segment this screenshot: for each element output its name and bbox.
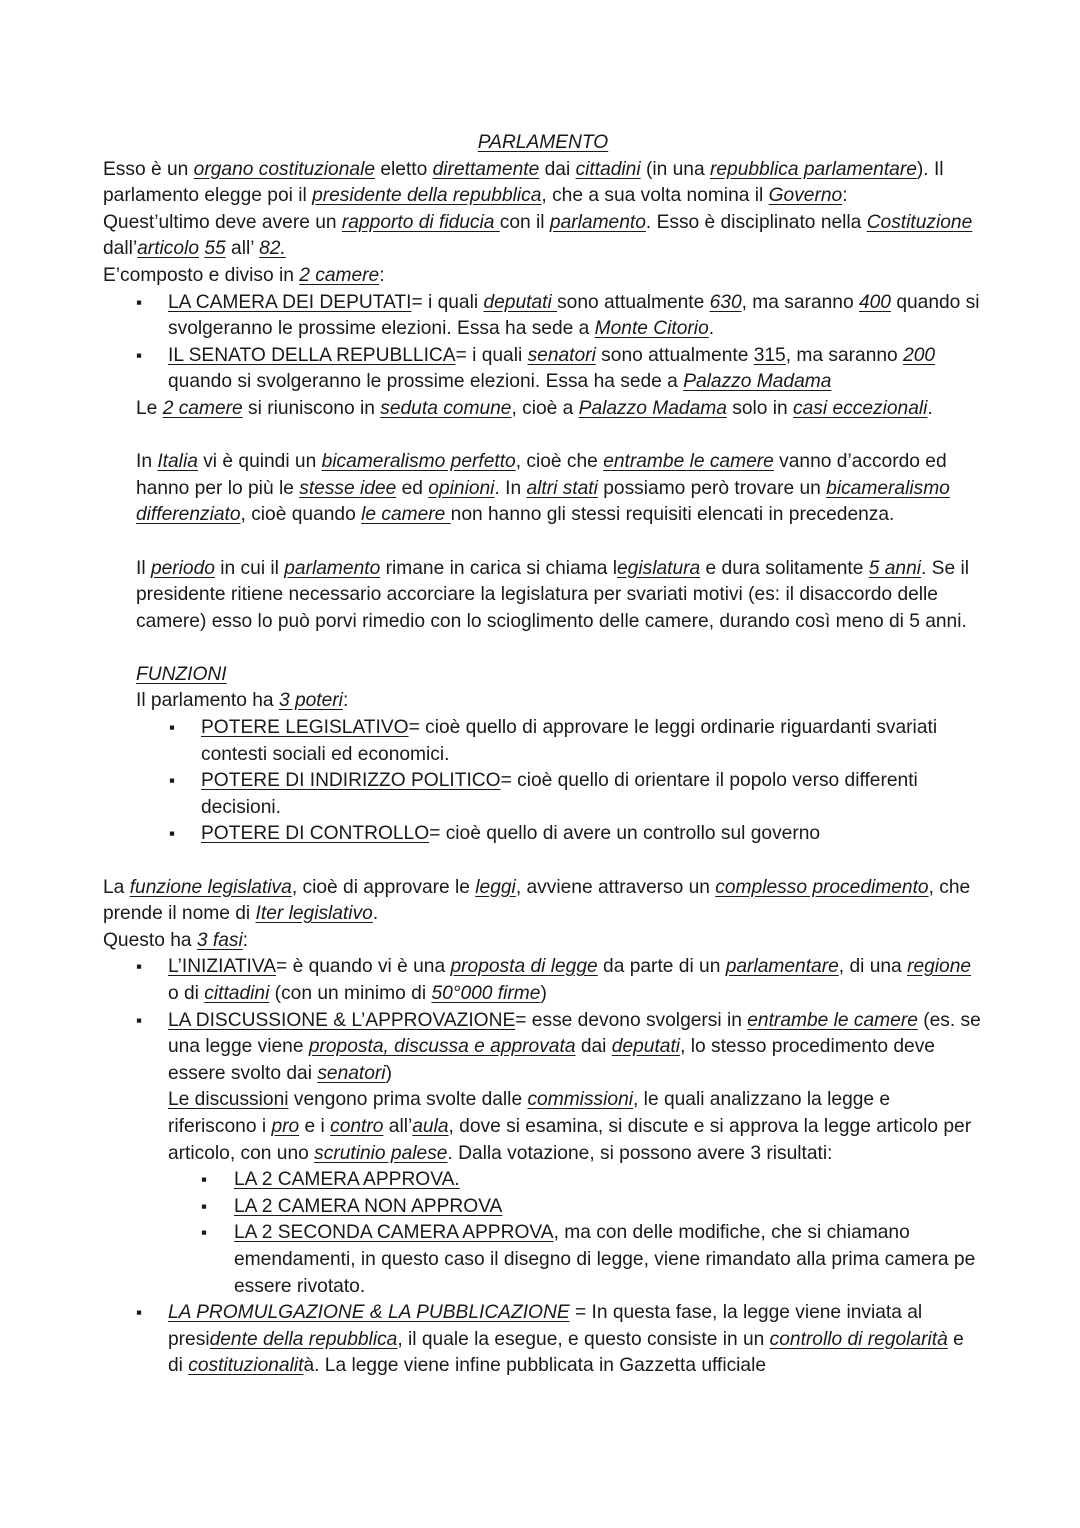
document-body	[103, 130, 983, 1380]
list-item: ▪ IL SENATO DELLA REPUBLLICA= i quali senatori sono attualmente 315, ma saranno 200 quando si svolgeranno le prossime elezioni. Essa ha sede a Palazzo Madama	[103, 343, 983, 396]
intro-paragraph: Esso è un organo costituzionale eletto direttamente dai cittadini (in una repubblica parlamentare). Il parlamento elegge poi il presidente della repubblica, che a sua volta nomina il Governo: Quest’ultimo deve avere un rapporto di fiducia con il parlamento. Esso è disciplinato nella Costituzione dall’articolo 55 all’ 82.	[103, 158, 973, 260]
list-item: ▪ L’INIZIATIVA= è quando vi è una proposta di legge da parte di un parlamentare, di una regione o di cittadini (con un minimo di 50°000 firme)	[103, 954, 983, 1007]
powers-intro: Il parlamento ha 3 poteri:	[136, 690, 349, 712]
functions-heading: FUNZIONI	[136, 663, 227, 685]
list-item: ▪ POTERE LEGISLATIVO= cioè quello di approvare le leggi ordinarie riguardanti svariati contesti sociali ed economici.	[103, 715, 983, 768]
list-item: ▪ LA 2 CAMERA APPROVA.	[168, 1167, 983, 1194]
list-item: ▪ POTERE DI INDIRIZZO POLITICO= cioè quello di orientare il popolo verso differenti decisioni.	[103, 768, 983, 821]
list-item: ▪ POTERE DI CONTROLLO= cioè quello di avere un controllo sul governo	[103, 821, 983, 848]
list-item: ▪ LA PROMULGAZIONE & LA PUBBLICAZIONE = In questa fase, la legge viene inviata al presidente della repubblica, il quale la esegue, e questo consiste in un controllo di regolarità e di costituzionalità. La legge viene infine pubblicata in Gazzetta ufficiale	[103, 1300, 983, 1380]
legislature-paragraph: Il periodo in cui il parlamento rimane in carica si chiama legislatura e dura solitamente 5 anni. Se il presidente ritiene necessario accorciare la legislatura per svariati motivi (es: il disaccordo delle camere) esso lo può porvi rimedio con lo scioglimento delle camere, durando così meno di 5 anni.	[136, 557, 970, 632]
page-title: PARLAMENTO	[477, 132, 609, 153]
joint-session-paragraph: Le 2 camere si riuniscono in seduta comune, cioè a Palazzo Madama solo in casi eccezionali.	[136, 397, 933, 419]
powers-list	[103, 715, 983, 848]
list-item: ▪ LA DISCUSSIONE & L’APPROVAZIONE= esse devono svolgersi in entrambe le camere (es. se una legge viene proposta, discussa e approvata dai deputati, lo stesso procedimento deve essere svolto dai senatori) Le discussioni vengono prima svolte dalle commissioni, le quali analizzano la legge e riferiscono i pro e i contro all’aula, dove si esamina, si discute e si approva la legge articolo per articolo, con uno scrutinio palese. Dalla votazione, si possono avere 3 risultati: ▪ LA 2 CAMERA APPROVA. ▪ LA 2 CAMERA NON APPROVA ▪ LA 2 SECONDA CAMERA APPROVA, ma con delle modifiche, che si chiamano emendamenti, in questo caso il disegno di legge, viene rimandato alla prima camera pe essere rivotato.	[103, 1008, 983, 1301]
vote-results-list	[168, 1167, 983, 1300]
legislative-function-paragraph: La funzione legislativa, cioè di approvare le leggi, avviene attraverso un complesso procedimento, che prende il nome di Iter legislativo. Questo ha 3 fasi:	[103, 876, 971, 951]
chambers-list	[103, 290, 983, 396]
list-item: ▪ LA 2 SECONDA CAMERA APPROVA, ma con delle modifiche, che si chiamano emendamenti, in questo caso il disegno di legge, viene rimandato alla prima camera pe essere rivotato.	[168, 1220, 983, 1300]
list-item: ▪ LA CAMERA DEI DEPUTATI= i quali deputati sono attualmente 630, ma saranno 400 quando si svolgeranno le prossime elezioni. Essa ha sede a Monte Citorio.	[103, 290, 983, 343]
phases-list	[103, 954, 983, 1380]
bicameralism-paragraph: In Italia vi è quindi un bicameralismo perfetto, cioè che entrambe le camere vanno d’accordo ed hanno per lo più le stesse idee ed opinioni. In altri stati possiamo però trovare un bicameralismo differenziato, cioè quando le camere non hanno gli stessi requisiti elencati in precedenza.	[136, 451, 950, 526]
list-item: ▪ LA 2 CAMERA NON APPROVA	[168, 1194, 983, 1221]
composition-line: E’composto e diviso in 2 camere:	[103, 264, 385, 286]
